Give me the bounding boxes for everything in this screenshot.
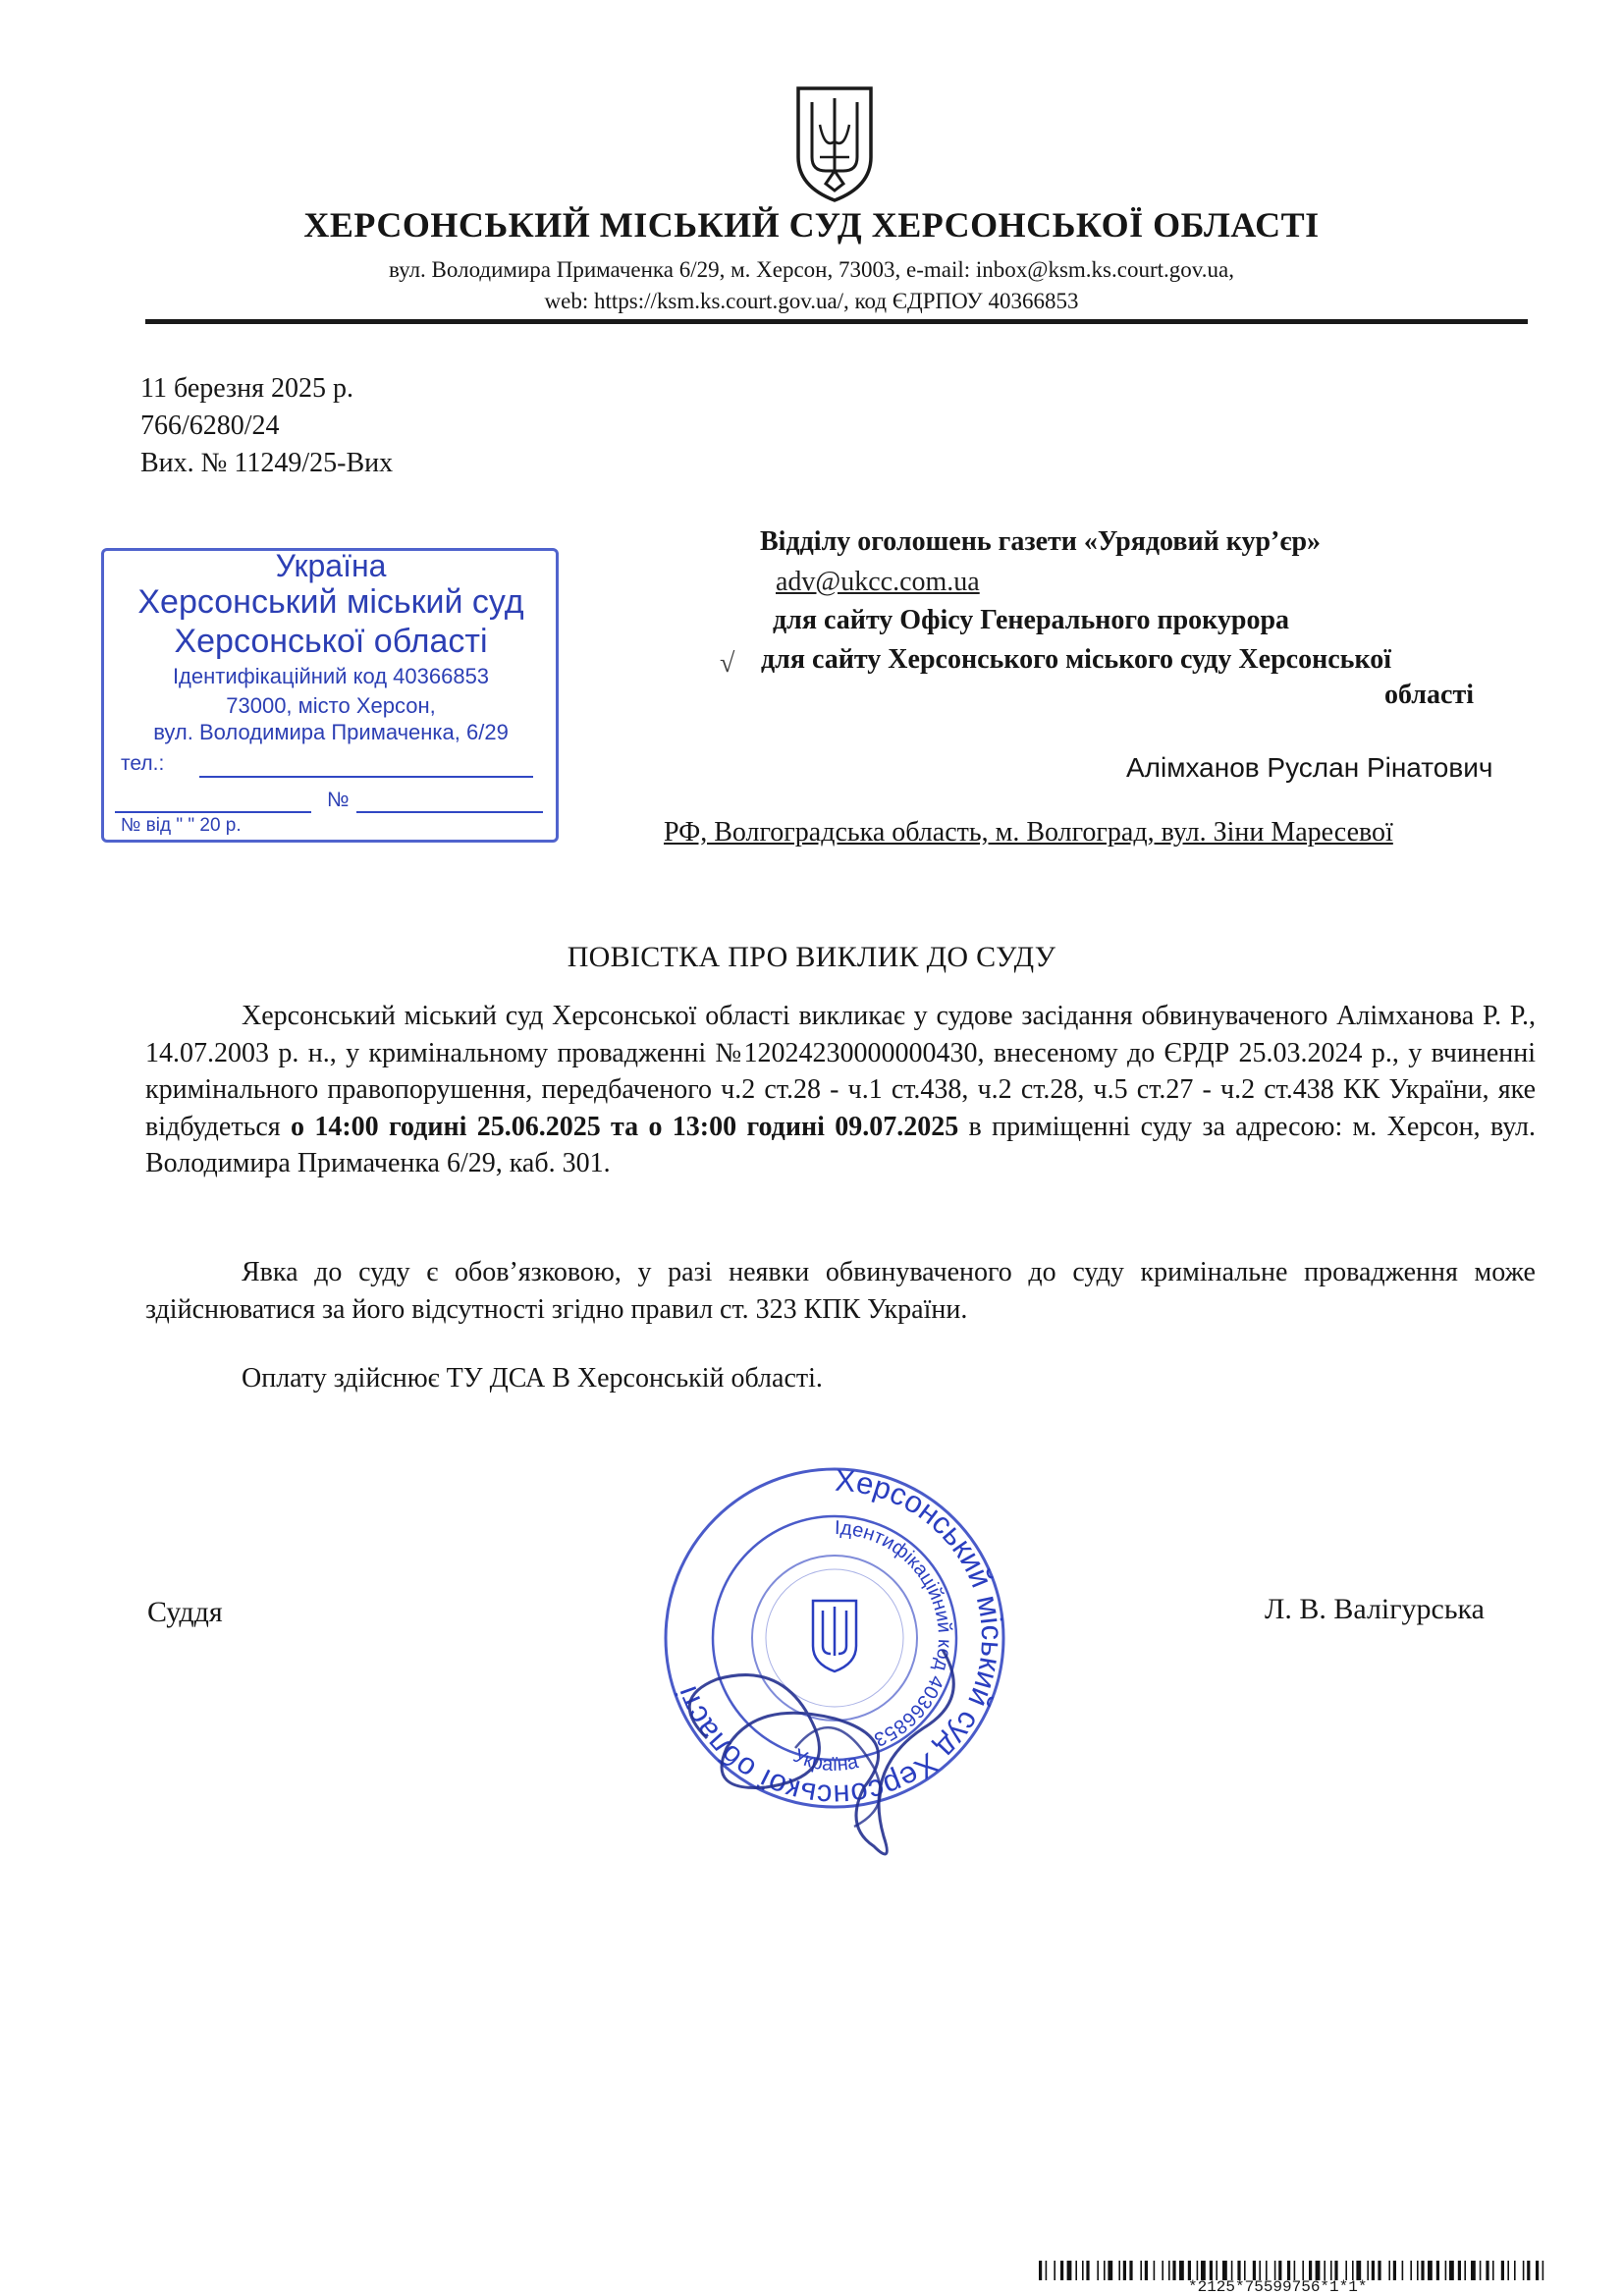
- barcode-bar: [1486, 2261, 1488, 2280]
- barcode-bar: [1237, 2261, 1240, 2280]
- hearing-datetime: о 14:00 годині 25.06.2025 та о 13:00 годині 09.07.2025: [290, 1111, 959, 1142]
- barcode-bar: [1523, 2261, 1525, 2280]
- barcode-bar: [1334, 2261, 1337, 2280]
- barcode-bar: [1259, 2261, 1261, 2280]
- barcode-bar: [1372, 2261, 1375, 2280]
- barcode-bar: [1067, 2261, 1072, 2280]
- barcode-bar: [1480, 2261, 1482, 2280]
- barcode-bar: [1458, 2261, 1461, 2280]
- barcode-bar: [1471, 2261, 1476, 2280]
- barcode-bar: [1201, 2261, 1206, 2280]
- barcode-bar: [1104, 2261, 1106, 2280]
- stamp-line-city: 73000, місто Херсон,: [226, 693, 436, 718]
- barcode-bar: [1197, 2261, 1199, 2280]
- attendance-text: Явка до суду є обов’язковою, у разі неявки обвинуваченого до суду кримінальне провадження може здійснюватися за його відсутності згідно правил ст. 323 КПК України.: [145, 1257, 1536, 1325]
- stamp-phone-underline: [199, 776, 533, 778]
- barcode-bar: [1039, 2261, 1042, 2280]
- outgoing-number: Вих. № 11249/25-Вих: [140, 448, 394, 478]
- seal-bottom-text: [790, 1745, 862, 1776]
- signature-name: Л. В. Валігурська: [1265, 1593, 1485, 1625]
- barcode-bar: [1179, 2261, 1184, 2280]
- stamp-line-number: №: [327, 789, 350, 811]
- barcode: [1039, 2261, 1547, 2280]
- barcode-bar: [1287, 2261, 1290, 2280]
- barcode-bar: [1046, 2261, 1048, 2280]
- barcode-bar: [1129, 2261, 1132, 2280]
- recipient-court-site: для сайту Херсонського міського суду Херсонської: [761, 644, 1391, 675]
- barcode-bar: [1316, 2261, 1321, 2280]
- barcode-bar: [1352, 2261, 1354, 2280]
- barcode-bar: [1294, 2261, 1296, 2280]
- summons-text: Херсонський міський суд Херсонської області викликає у судове засідання обвинуваченого Алімханова Р. Р., 14.07.2003 р. н., у кримінальному провадженні №12024230000000430, внесеному до ЄРДР 25.03.2024 р., у вчиненні кримінального правопорушення, передбаченого ч.2 ст.28 - ч.1 ст.438, ч.2 ст.28, ч.5 ст.27 - ч.2 ст.438 КК України, яке відбудеться: [145, 1001, 1536, 1142]
- barcode-bar: [1118, 2261, 1120, 2280]
- barcode-bar: [1428, 2261, 1433, 2280]
- addressee-address: РФ, Волгоградська область, м. Волгоград, вул. Зіни Маресевої: [664, 817, 1393, 847]
- body-paragraph-3: Оплату здійснює ТУ ДСА В Херсонській області.: [242, 1363, 823, 1394]
- barcode-bar: [1123, 2261, 1126, 2280]
- signature-role: Суддя: [147, 1596, 223, 1628]
- case-number: 766/6280/24: [140, 410, 280, 441]
- barcode-bar: [1253, 2261, 1256, 2280]
- barcode-bar: [1417, 2261, 1419, 2280]
- barcode-bar: [1097, 2261, 1099, 2280]
- barcode-bar: [1222, 2261, 1227, 2280]
- document-title: ПОВІСТКА ПРО ВИКЛИК ДО СУДУ: [567, 941, 1056, 973]
- stamp-line-code: Ідентифікаційний код 40366853: [172, 664, 490, 688]
- barcode-bar: [1168, 2261, 1170, 2280]
- barcode-bar: [1266, 2261, 1268, 2280]
- barcode-bar: [1378, 2261, 1380, 2280]
- barcode-bar: [1244, 2261, 1246, 2280]
- barcode-bar: [1188, 2261, 1191, 2280]
- barcode-bar: [1445, 2261, 1447, 2280]
- trident-icon: [790, 81, 879, 203]
- summons-location: в приміщенні суду за адресою: м. Херсон, вул. Володимира Примаченка 6/29, каб. 301.: [145, 1111, 1536, 1178]
- barcode-bar: [1393, 2261, 1396, 2280]
- barcode-bar: [1140, 2261, 1142, 2280]
- barcode-bar: [1464, 2261, 1466, 2280]
- recipient-prosecutor-site: для сайту Офісу Генерального прокурора: [773, 605, 1290, 635]
- barcode-bar: [1060, 2261, 1063, 2280]
- barcode-number: *2125*75599756*1*1*: [1188, 2278, 1368, 2296]
- barcode-bar: [1302, 2261, 1304, 2280]
- stamp-line-phone: тел.:: [121, 752, 165, 775]
- seal-trident-icon: [813, 1601, 856, 1671]
- barcode-bar: [1154, 2261, 1156, 2280]
- barcode-bar: [1324, 2261, 1325, 2280]
- barcode-bar: [1108, 2261, 1112, 2280]
- stamp-line-court: Херсонський міський суд: [137, 583, 524, 621]
- barcode-bar: [1402, 2261, 1404, 2280]
- barcode-bar: [1436, 2261, 1439, 2280]
- barcode-bar: [1172, 2261, 1175, 2280]
- barcode-bar: [1514, 2261, 1516, 2280]
- barcode-bar: [1536, 2261, 1539, 2280]
- document-date: 11 березня 2025 р.: [140, 373, 353, 404]
- barcode-bar: [1162, 2261, 1163, 2280]
- body-paragraph-1: [145, 998, 1536, 1182]
- recipient-email-link[interactable]: adv@ukcc.com.ua: [776, 567, 980, 597]
- stamp-number-underline-right: [356, 811, 543, 813]
- recipient-court-site-cont: області: [1384, 680, 1474, 710]
- stamp-line-street: вул. Володимира Примаченка, 6/29: [153, 720, 509, 744]
- court-rectangular-stamp: [101, 548, 561, 845]
- stamp-line-date: № від " " 20 р.: [121, 815, 242, 836]
- court-round-seal: [648, 1453, 1021, 1876]
- check-mark: √: [720, 648, 735, 679]
- barcode-bar: [1542, 2261, 1544, 2280]
- barcode-bar: [1216, 2261, 1217, 2280]
- barcode-bar: [1501, 2261, 1504, 2280]
- barcode-bar: [1492, 2261, 1494, 2280]
- header-divider: [145, 319, 1528, 324]
- stamp-line-country: Україна: [275, 548, 387, 583]
- seal-inner-text: [835, 1517, 955, 1750]
- addressee-name: Алімханов Руслан Рінатович: [1126, 752, 1493, 783]
- barcode-bar: [1527, 2261, 1530, 2280]
- court-address-line2: web: https://ksm.ks.court.gov.ua/, код ЄДРПОУ 40366853: [544, 289, 1079, 313]
- barcode-bar: [1082, 2261, 1084, 2280]
- barcode-bar: [1231, 2261, 1233, 2280]
- barcode-bar: [1421, 2261, 1424, 2280]
- barcode-bar: [1410, 2261, 1412, 2280]
- barcode-bar: [1145, 2261, 1148, 2280]
- barcode-bar: [1507, 2261, 1509, 2280]
- barcode-bar: [1309, 2261, 1312, 2280]
- barcode-bar: [1388, 2261, 1390, 2280]
- seal-bottom-textpath: Україна: [789, 1744, 861, 1777]
- barcode-bar: [1330, 2261, 1332, 2280]
- barcode-bar: [1345, 2261, 1347, 2280]
- barcode-bar: [1086, 2261, 1089, 2280]
- stamp-number-underline-left: [115, 811, 311, 813]
- barcode-bar: [1367, 2261, 1369, 2280]
- barcode-bar: [1449, 2261, 1454, 2280]
- barcode-bar: [1075, 2261, 1077, 2280]
- barcode-bar: [1278, 2261, 1281, 2280]
- court-address-line1: вул. Володимира Примаченка 6/29, м. Херсон, 73003, e-mail: inbox@ksm.ks.court.gov.ua,: [389, 257, 1234, 282]
- seal-outer-textpath: Херсонський міський суд Херсонської області: [669, 1462, 1010, 1814]
- court-name: ХЕРСОНСЬКИЙ МІСЬКИЙ СУД ХЕРСОНСЬКОЇ ОБЛАСТІ: [303, 205, 1320, 245]
- recipient-newspaper: Відділу оголошень газети «Урядовий кур’єр»: [760, 526, 1322, 557]
- barcode-bar: [1054, 2261, 1055, 2280]
- body-paragraph-2: [145, 1254, 1536, 1328]
- barcode-bar: [1210, 2261, 1213, 2280]
- seal-inner-textpath: Ідентифікаційний код 40366853: [834, 1516, 956, 1751]
- stamp-line-region: Херсонської області: [174, 623, 488, 660]
- barcode-bar: [1356, 2261, 1361, 2280]
- barcode-bar: [1274, 2261, 1276, 2280]
